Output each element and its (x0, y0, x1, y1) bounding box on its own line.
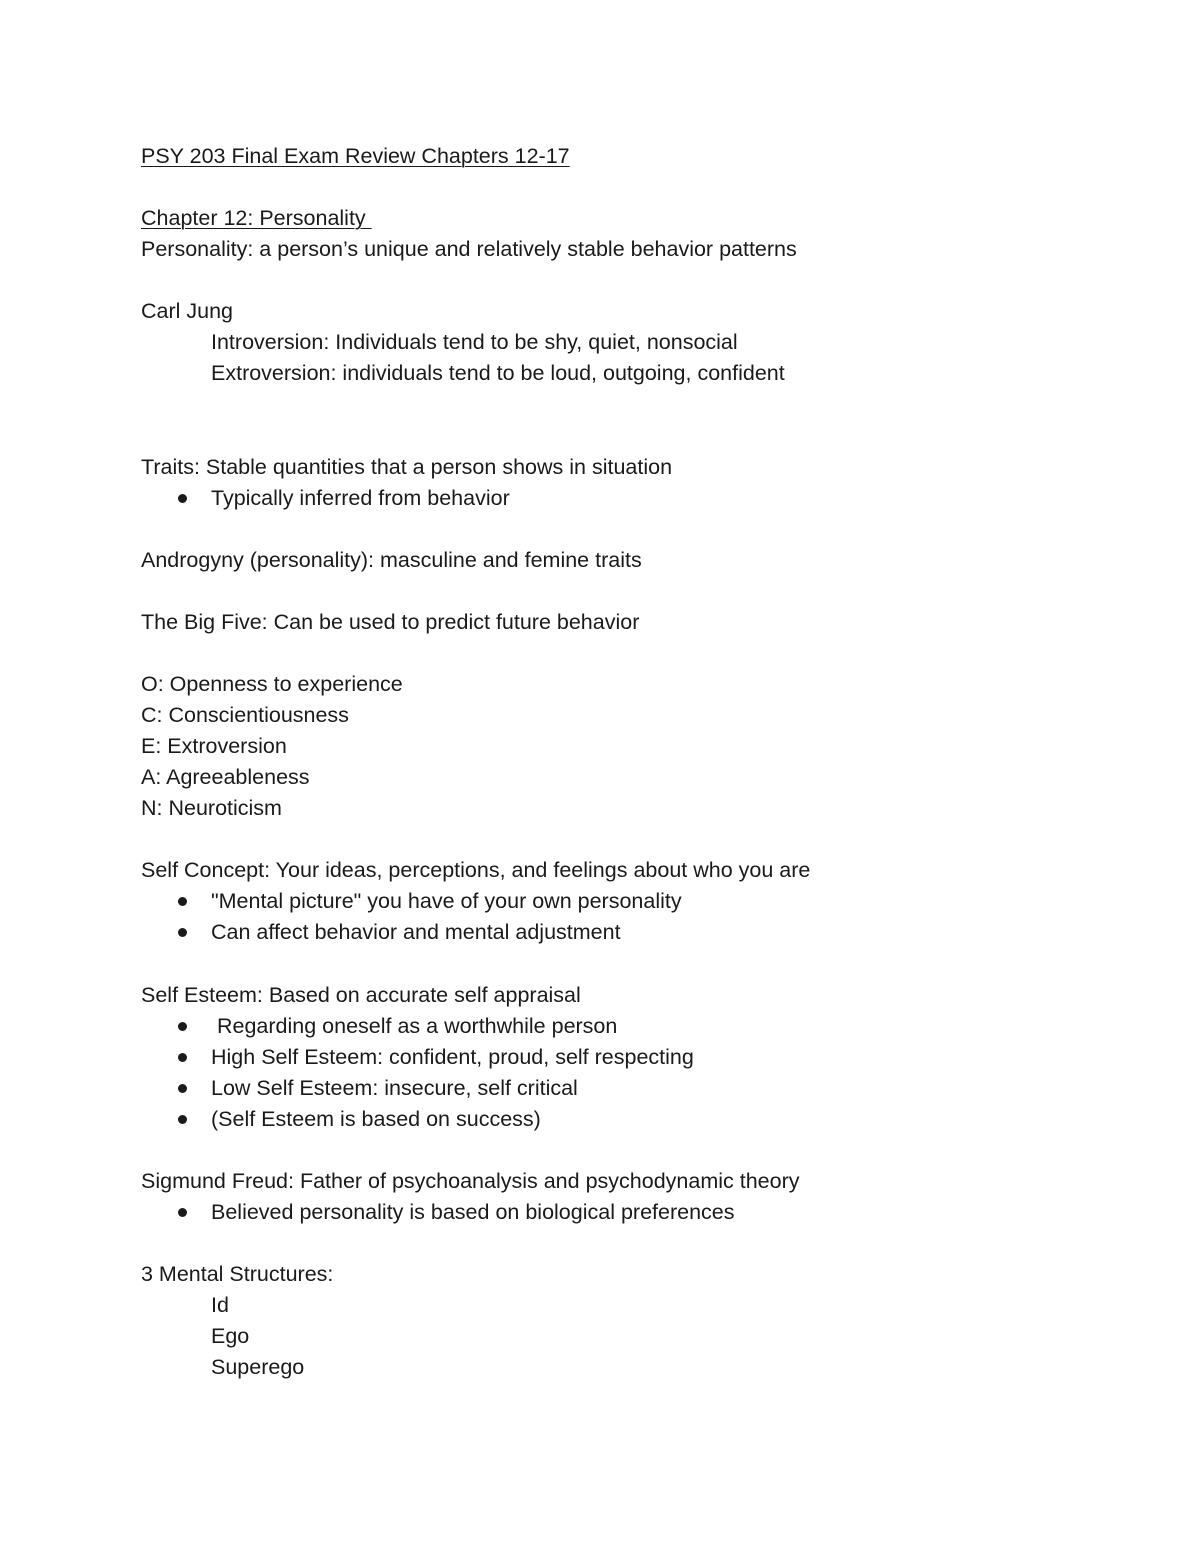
self-concept-bullet: "Mental picture" you have of your own personality (211, 889, 682, 913)
jung-heading: Carl Jung (141, 299, 234, 323)
mental-structure-item: Id (211, 1293, 229, 1317)
bullet-icon (178, 1115, 187, 1124)
self-esteem-bullet: Low Self Esteem: insecure, self critical (211, 1076, 578, 1100)
bullet-icon (178, 1053, 187, 1062)
freud-bullet: Believed personality is based on biological preferences (211, 1200, 735, 1224)
self-concept-bullet: Can affect behavior and mental adjustment (211, 920, 621, 944)
big-five-heading: The Big Five: Can be used to predict future behavior (141, 610, 640, 634)
personality-definition: Personality: a person’s unique and relatively stable behavior patterns (141, 237, 797, 261)
big-five-item: E: Extroversion (141, 734, 287, 758)
bullet-icon (178, 928, 187, 937)
mental-structure-item: Ego (211, 1324, 250, 1348)
traits-bullet: Typically inferred from behavior (211, 486, 510, 510)
androgyny-line: Androgyny (personality): masculine and femine traits (141, 548, 642, 572)
self-esteem-heading: Self Esteem: Based on accurate self appraisal (141, 983, 581, 1007)
self-concept-heading: Self Concept: Your ideas, perceptions, and feelings about who you are (141, 858, 811, 882)
bullet-icon (178, 1084, 187, 1093)
bullet-icon (178, 1208, 187, 1217)
mental-structures-heading: 3 Mental Structures: (141, 1262, 334, 1286)
document-title: PSY 203 Final Exam Review Chapters 12-17 (141, 144, 570, 168)
introversion-item: Introversion: Individuals tend to be shy, quiet, nonsocial (211, 330, 738, 354)
big-five-item: N: Neuroticism (141, 796, 282, 820)
big-five-item: O: Openness to experience (141, 672, 403, 696)
big-five-item: A: Agreeableness (141, 765, 310, 789)
bullet-icon (178, 1022, 187, 1031)
chapter-heading: Chapter 12: Personality (141, 206, 372, 230)
big-five-item: C: Conscientiousness (141, 703, 349, 727)
mental-structure-item: Superego (211, 1355, 305, 1379)
bullet-icon (178, 897, 187, 906)
self-esteem-bullet: High Self Esteem: confident, proud, self respecting (211, 1045, 694, 1069)
extroversion-item: Extroversion: individuals tend to be loud, outgoing, confident (211, 361, 785, 385)
freud-heading: Sigmund Freud: Father of psychoanalysis and psychodynamic theory (141, 1169, 800, 1193)
bullet-icon (178, 494, 187, 503)
traits-heading: Traits: Stable quantities that a person shows in situation (141, 455, 673, 479)
self-esteem-bullet: (Self Esteem is based on success) (211, 1107, 541, 1131)
self-esteem-bullet: Regarding oneself as a worthwhile person (211, 1014, 618, 1038)
